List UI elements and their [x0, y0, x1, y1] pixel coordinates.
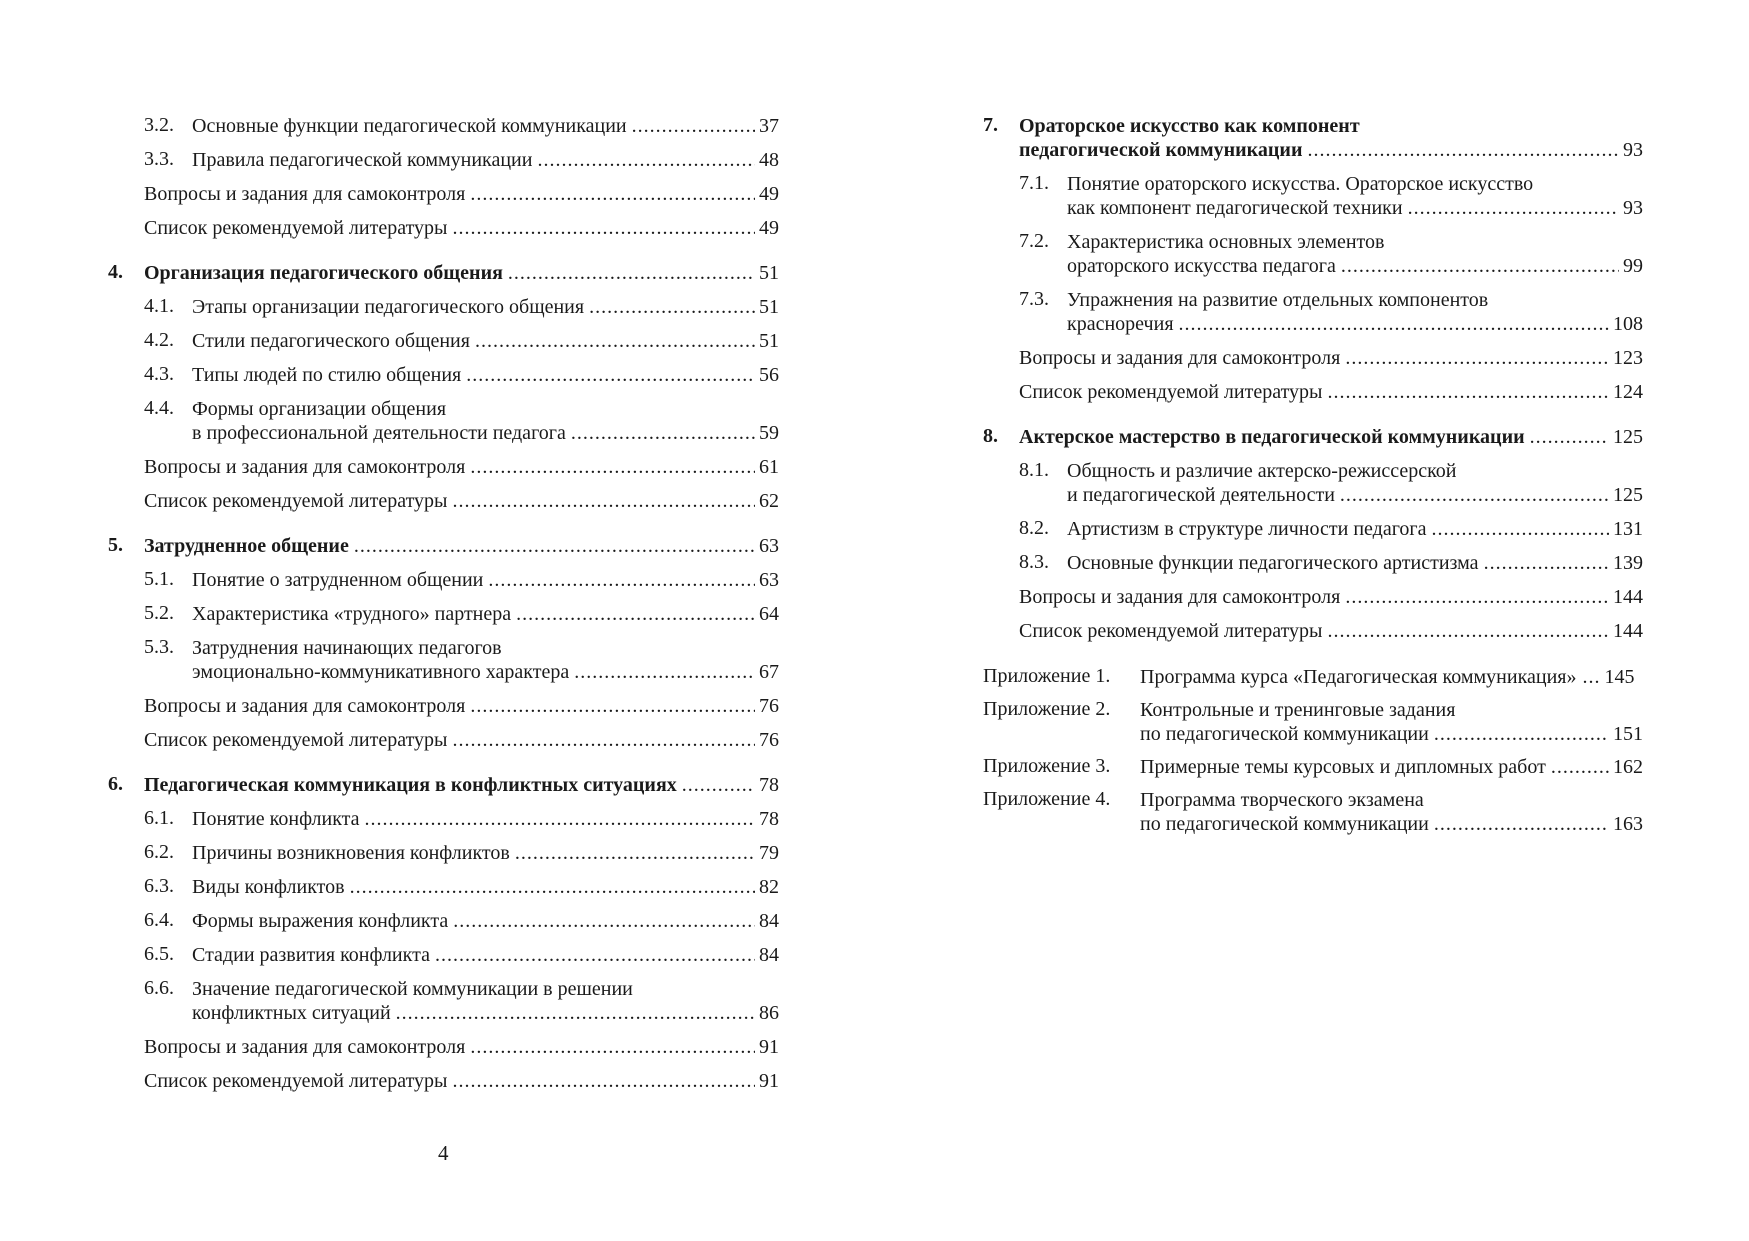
entry-page-number: 139 — [1613, 552, 1643, 574]
table-of-contents-left — [108, 114, 779, 1103]
entry-number: 7.2. — [1019, 230, 1049, 252]
entry-number: 6.4. — [144, 909, 174, 931]
entry-number: 3.3. — [144, 148, 174, 170]
toc-entry-plain[interactable] — [144, 182, 779, 206]
dot-leader — [1530, 425, 1609, 449]
entry-body — [1067, 288, 1643, 336]
entry-line — [1019, 619, 1643, 643]
dot-leader — [365, 807, 755, 831]
entry-line — [144, 455, 779, 479]
entry-body — [1067, 459, 1643, 507]
entry-number: 4.3. — [144, 363, 174, 385]
toc-entry-section[interactable] — [144, 943, 779, 967]
entry-page-number: 93 — [1623, 139, 1643, 161]
dot-leader — [1179, 312, 1609, 336]
entry-page-number: 99 — [1623, 255, 1643, 277]
entry-title: Затрудненное общение — [144, 535, 349, 557]
entry-number: 6.1. — [144, 807, 174, 829]
entry-title: Педагогическая коммуникация в конфликтных ситуациях — [144, 774, 677, 796]
dot-leader — [1307, 138, 1619, 162]
entry-number: 8.1. — [1019, 459, 1049, 481]
toc-entry-plain[interactable] — [144, 728, 779, 752]
entry-title: Характеристика «трудного» партнера — [192, 603, 512, 625]
entry-body — [144, 534, 779, 558]
entry-title: Вопросы и задания для самоконтроля — [144, 456, 466, 478]
entry-body — [1067, 551, 1643, 575]
entry-page-number: 48 — [759, 149, 779, 171]
toc-entry-section[interactable] — [144, 329, 779, 353]
toc-entry-section[interactable] — [1019, 172, 1643, 220]
entry-body — [144, 1069, 779, 1093]
toc-entry-section[interactable] — [144, 977, 779, 1025]
dot-leader — [574, 660, 755, 684]
entry-line — [1067, 483, 1643, 507]
toc-entry-section[interactable] — [144, 875, 779, 899]
entry-body — [1019, 585, 1643, 609]
entry-page-number: 145 — [1604, 666, 1635, 688]
entry-title-line1: Затруднения начинающих педагогов — [192, 637, 502, 659]
toc-entry-chapter[interactable] — [983, 114, 1643, 162]
entry-line — [1067, 517, 1643, 541]
entry-number: 8.2. — [1019, 517, 1049, 539]
entry-title: Формы выражения конфликта — [192, 910, 449, 932]
entry-page-number: 163 — [1613, 813, 1643, 835]
entry-title-line1: Характеристика основных элементов — [1067, 231, 1385, 253]
entry-number: 4.4. — [144, 397, 174, 419]
dot-leader — [453, 489, 756, 513]
entry-number: 5.1. — [144, 568, 174, 590]
entry-title: Вопросы и задания для самоконтроля — [144, 183, 466, 205]
entry-title: Стили педагогического общения — [192, 330, 470, 352]
entry-number: Приложение 2. — [983, 698, 1111, 720]
entry-page-number: 63 — [759, 535, 779, 557]
entry-page-number: 56 — [759, 364, 779, 386]
toc-entry-section[interactable] — [1019, 551, 1643, 575]
dot-leader — [1345, 585, 1609, 609]
entry-body — [192, 568, 779, 592]
entry-line — [192, 909, 779, 933]
entry-body — [192, 114, 779, 138]
dot-leader — [508, 261, 755, 285]
toc-entry-chapter[interactable] — [108, 261, 779, 285]
entry-page-number: 125 — [1613, 426, 1643, 448]
entry-title: Этапы организации педагогического общения — [192, 296, 585, 318]
entry-line — [1140, 755, 1643, 779]
entry-page-number: 78 — [759, 774, 779, 796]
table-of-contents-right — [983, 114, 1643, 845]
dot-leader — [1345, 346, 1609, 370]
entry-title: по педагогической коммуникации — [1140, 723, 1429, 745]
entry-line — [1019, 138, 1643, 162]
entry-title: Причины возникновения конфликтов — [192, 842, 510, 864]
entry-page-number: 91 — [759, 1070, 779, 1092]
entry-title: педагогической коммуникации — [1019, 139, 1303, 161]
entry-title: Актерское мастерство в педагогической коммуникации — [1019, 426, 1525, 448]
entry-title-line1: Контрольные и тренинговые задания — [1140, 699, 1456, 721]
entry-body — [144, 455, 779, 479]
toc-entry-plain[interactable] — [144, 489, 779, 513]
dot-leader — [1551, 755, 1609, 779]
entry-line — [192, 329, 779, 353]
entry-line — [192, 363, 779, 387]
entry-body — [1019, 380, 1643, 404]
entry-line — [144, 773, 779, 797]
entry-line — [1140, 812, 1643, 836]
entry-page-number: 37 — [759, 115, 779, 137]
entry-title: и педагогической деятельности — [1067, 484, 1335, 506]
entry-title-line1: Ораторское искусство как компонент — [1019, 115, 1360, 137]
toc-entry-plain[interactable] — [1019, 585, 1643, 609]
entry-number: 4. — [108, 261, 123, 283]
toc-entry-section[interactable] — [144, 807, 779, 831]
entry-title: как компонент педагогической техники — [1067, 197, 1403, 219]
entry-body — [1067, 172, 1643, 220]
entry-line — [192, 568, 779, 592]
entry-title: Основные функции педагогического артистизма — [1067, 552, 1479, 574]
entry-line — [192, 660, 779, 684]
entry-line — [1067, 196, 1643, 220]
entry-body — [1140, 698, 1643, 746]
entry-number: 5. — [108, 534, 123, 556]
entry-line — [192, 943, 779, 967]
entry-title: Правила педагогической коммуникации — [192, 149, 533, 171]
entry-body — [1140, 665, 1643, 689]
toc-entry-section[interactable] — [144, 602, 779, 626]
toc-entry-appendix[interactable] — [983, 755, 1643, 779]
entry-title: по педагогической коммуникации — [1140, 813, 1429, 835]
dot-leader — [571, 421, 755, 445]
right-page — [875, 0, 1749, 1241]
dot-leader — [350, 875, 755, 899]
entry-body — [144, 216, 779, 240]
entry-number: 5.2. — [144, 602, 174, 624]
entry-page-number: 79 — [759, 842, 779, 864]
entry-title: Артистизм в структуре личности педагога — [1067, 518, 1427, 540]
toc-entry-section[interactable] — [144, 363, 779, 387]
entry-number: 6.5. — [144, 943, 174, 965]
dot-leader — [396, 1001, 755, 1025]
entry-line — [144, 216, 779, 240]
entry-line — [192, 114, 779, 138]
entry-page-number: 123 — [1613, 347, 1643, 369]
entry-title: Виды конфликтов — [192, 876, 345, 898]
entry-number: 7.1. — [1019, 172, 1049, 194]
entry-title: Основные функции педагогической коммуникации — [192, 115, 627, 137]
dot-leader — [1434, 812, 1609, 836]
dot-leader — [515, 841, 755, 865]
entry-title: Организация педагогического общения — [144, 262, 503, 284]
entry-body — [192, 943, 779, 967]
entry-line — [144, 489, 779, 513]
toc-entry-section[interactable] — [144, 841, 779, 865]
entry-page-number: 125 — [1613, 484, 1643, 506]
entry-body — [192, 807, 779, 831]
entry-number: Приложение 3. — [983, 755, 1111, 777]
entry-line — [1067, 254, 1643, 278]
entry-page-number: 144 — [1613, 620, 1643, 642]
entry-body — [1067, 230, 1643, 278]
entry-page-number: 51 — [759, 262, 779, 284]
entry-line — [1019, 346, 1643, 370]
entry-title: Вопросы и задания для самоконтроля — [1019, 347, 1341, 369]
entry-body — [192, 602, 779, 626]
dot-leader — [1341, 254, 1619, 278]
toc-entry-section[interactable] — [1019, 288, 1643, 336]
dot-leader — [470, 182, 755, 206]
entry-line — [1067, 312, 1643, 336]
entry-body — [1067, 517, 1643, 541]
toc-entry-chapter[interactable] — [108, 773, 779, 797]
entry-page-number: 76 — [759, 729, 779, 751]
entry-page-number: 67 — [759, 661, 779, 683]
dot-leader — [453, 728, 756, 752]
entry-body — [192, 636, 779, 684]
entry-body — [1140, 788, 1643, 836]
entry-line — [1140, 665, 1643, 689]
entry-body — [144, 728, 779, 752]
dot-leader — [453, 1069, 756, 1093]
entry-body — [192, 841, 779, 865]
entry-line — [192, 421, 779, 445]
entry-body — [192, 295, 779, 319]
entry-line — [144, 694, 779, 718]
entry-body — [192, 875, 779, 899]
entry-body — [192, 363, 779, 387]
entry-title: Вопросы и задания для самоконтроля — [144, 695, 466, 717]
dot-leader — [1408, 196, 1619, 220]
dot-leader — [488, 568, 755, 592]
entry-title: Список рекомендуемой литературы — [144, 490, 448, 512]
entry-number: 6.3. — [144, 875, 174, 897]
toc-entry-appendix[interactable] — [983, 788, 1643, 836]
entry-line — [144, 534, 779, 558]
entry-body — [192, 148, 779, 172]
entry-line — [144, 261, 779, 285]
toc-entry-chapter[interactable] — [108, 534, 779, 558]
entry-body — [144, 773, 779, 797]
entry-number: 8. — [983, 425, 998, 447]
entry-body — [144, 694, 779, 718]
entry-line — [144, 1035, 779, 1059]
toc-entry-section[interactable] — [144, 397, 779, 445]
entry-title: Типы людей по стилю общения — [192, 364, 462, 386]
entry-line — [192, 295, 779, 319]
entry-title-line1: Понятие ораторского искусства. Ораторское искусство — [1067, 173, 1534, 195]
entry-line — [192, 1001, 779, 1025]
entry-title-line1: Значение педагогической коммуникации в решении — [192, 978, 633, 1000]
dot-leader — [537, 148, 755, 172]
entry-page-number: 64 — [759, 603, 779, 625]
entry-number: 3.2. — [144, 114, 174, 136]
toc-entry-chapter[interactable] — [983, 425, 1643, 449]
entry-title: красноречия — [1067, 313, 1174, 335]
entry-line — [192, 148, 779, 172]
entry-title-line1: Упражнения на развитие отдельных компонентов — [1067, 289, 1489, 311]
entry-page-number: 59 — [759, 422, 779, 444]
entry-title-line1: Общность и различие актерско-режиссерской — [1067, 460, 1457, 482]
toc-entry-plain[interactable] — [144, 455, 779, 479]
dot-leader — [1434, 722, 1609, 746]
toc-entry-plain[interactable] — [144, 1069, 779, 1093]
entry-number: 6.2. — [144, 841, 174, 863]
toc-entry-plain[interactable] — [1019, 380, 1643, 404]
dot-leader — [354, 534, 755, 558]
entry-page-number: 124 — [1613, 381, 1643, 403]
toc-entry-plain[interactable] — [1019, 346, 1643, 370]
dot-leader — [470, 694, 755, 718]
dot-leader — [466, 363, 755, 387]
entry-body — [144, 489, 779, 513]
entry-number: 4.1. — [144, 295, 174, 317]
toc-entry-section[interactable] — [1019, 459, 1643, 507]
entry-page-number: 62 — [759, 490, 779, 512]
toc-entry-section[interactable] — [144, 295, 779, 319]
entry-title: Вопросы и задания для самоконтроля — [1019, 586, 1341, 608]
entry-page-number: 63 — [759, 569, 779, 591]
entry-title: эмоционально-коммуникативного характера — [192, 661, 570, 683]
entry-number: 8.3. — [1019, 551, 1049, 573]
toc-entry-plain[interactable] — [144, 1035, 779, 1059]
entry-body — [192, 909, 779, 933]
entry-title-line1: Программа творческого экзамена — [1140, 789, 1424, 811]
entry-page-number: 76 — [759, 695, 779, 717]
toc-entry-plain[interactable] — [144, 694, 779, 718]
entry-number: 7. — [983, 114, 998, 136]
entry-title: Примерные темы курсовых и дипломных работ — [1140, 756, 1546, 778]
entry-line — [144, 1069, 779, 1093]
entry-page-number: 162 — [1613, 756, 1643, 778]
entry-body — [192, 329, 779, 353]
entry-page-number: 151 — [1613, 723, 1643, 745]
entry-page-number: 61 — [759, 456, 779, 478]
entry-title: Список рекомендуемой литературы — [1019, 620, 1323, 642]
entry-page-number: 51 — [759, 330, 779, 352]
entry-title: Вопросы и задания для самоконтроля — [144, 1036, 466, 1058]
entry-body — [144, 261, 779, 285]
entry-line — [192, 841, 779, 865]
entry-page-number: 78 — [759, 808, 779, 830]
entry-body — [1019, 425, 1643, 449]
entry-line — [1019, 585, 1643, 609]
entry-page-number: 82 — [759, 876, 779, 898]
entry-line — [144, 182, 779, 206]
entry-title: Список рекомендуемой литературы — [144, 217, 448, 239]
entry-title: Программа курса «Педагогическая коммуникация» — [1140, 666, 1577, 688]
entry-title: Стадии развития конфликта — [192, 944, 430, 966]
entry-title: Список рекомендуемой литературы — [144, 1070, 448, 1092]
entry-number: 5.3. — [144, 636, 174, 658]
entry-body — [1019, 346, 1643, 370]
dot-leader — [682, 773, 755, 797]
dot-leader — [1431, 517, 1609, 541]
entry-number: 4.2. — [144, 329, 174, 351]
entry-page-number: 86 — [759, 1002, 779, 1024]
entry-line — [1019, 380, 1643, 404]
dot-leader — [435, 943, 755, 967]
entry-title: конфликтных ситуаций — [192, 1002, 391, 1024]
entry-page-number: 91 — [759, 1036, 779, 1058]
dot-leader — [470, 1035, 755, 1059]
dot-leader — [1582, 665, 1600, 689]
entry-page-number: 49 — [759, 217, 779, 239]
toc-entry-appendix[interactable] — [983, 665, 1643, 689]
entry-page-number: 131 — [1613, 518, 1643, 540]
entry-page-number: 49 — [759, 183, 779, 205]
dot-leader — [632, 114, 755, 138]
entry-number: 7.3. — [1019, 288, 1049, 310]
toc-entry-section[interactable] — [144, 114, 779, 138]
toc-entry-section[interactable] — [144, 568, 779, 592]
dot-leader — [589, 295, 755, 319]
entry-line — [1067, 551, 1643, 575]
dot-leader — [1328, 380, 1610, 404]
entry-page-number: 93 — [1623, 197, 1643, 219]
toc-entry-plain[interactable] — [144, 216, 779, 240]
dot-leader — [516, 602, 755, 626]
entry-page-number: 84 — [759, 944, 779, 966]
dot-leader — [470, 455, 755, 479]
entry-body — [1019, 114, 1643, 162]
dot-leader — [475, 329, 755, 353]
toc-entry-section[interactable] — [144, 636, 779, 684]
entry-line — [1140, 722, 1643, 746]
dot-leader — [453, 909, 755, 933]
entry-page-number: 51 — [759, 296, 779, 318]
entry-title: Понятие конфликта — [192, 808, 360, 830]
entry-line — [144, 728, 779, 752]
entry-line — [1019, 425, 1643, 449]
toc-entry-section[interactable] — [144, 148, 779, 172]
entry-body — [144, 182, 779, 206]
page-number: 4 — [438, 1141, 449, 1165]
entry-page-number: 108 — [1613, 313, 1643, 335]
dot-leader — [1328, 619, 1610, 643]
entry-body — [1140, 755, 1643, 779]
toc-entry-section[interactable] — [144, 909, 779, 933]
toc-entry-section[interactable] — [1019, 230, 1643, 278]
entry-page-number: 84 — [759, 910, 779, 932]
entry-body — [192, 977, 779, 1025]
dot-leader — [1340, 483, 1609, 507]
entry-number: 6.6. — [144, 977, 174, 999]
entry-title: Понятие о затрудненном общении — [192, 569, 484, 591]
entry-number: 6. — [108, 773, 123, 795]
toc-entry-section[interactable] — [1019, 517, 1643, 541]
entry-title: в профессиональной деятельности педагога — [192, 422, 566, 444]
entry-body — [1019, 619, 1643, 643]
entry-title-line1: Формы организации общения — [192, 398, 447, 420]
entry-line — [192, 602, 779, 626]
entry-title: ораторского искусства педагога — [1067, 255, 1336, 277]
entry-title: Список рекомендуемой литературы — [1019, 381, 1323, 403]
entry-number: Приложение 4. — [983, 788, 1111, 810]
entry-number: Приложение 1. — [983, 665, 1111, 687]
entry-line — [192, 807, 779, 831]
toc-entry-appendix[interactable] — [983, 698, 1643, 746]
entry-line — [192, 875, 779, 899]
entry-body — [144, 1035, 779, 1059]
toc-entry-plain[interactable] — [1019, 619, 1643, 643]
entry-page-number: 144 — [1613, 586, 1643, 608]
entry-body — [192, 397, 779, 445]
dot-leader — [1484, 551, 1609, 575]
dot-leader — [453, 216, 756, 240]
entry-title: Список рекомендуемой литературы — [144, 729, 448, 751]
